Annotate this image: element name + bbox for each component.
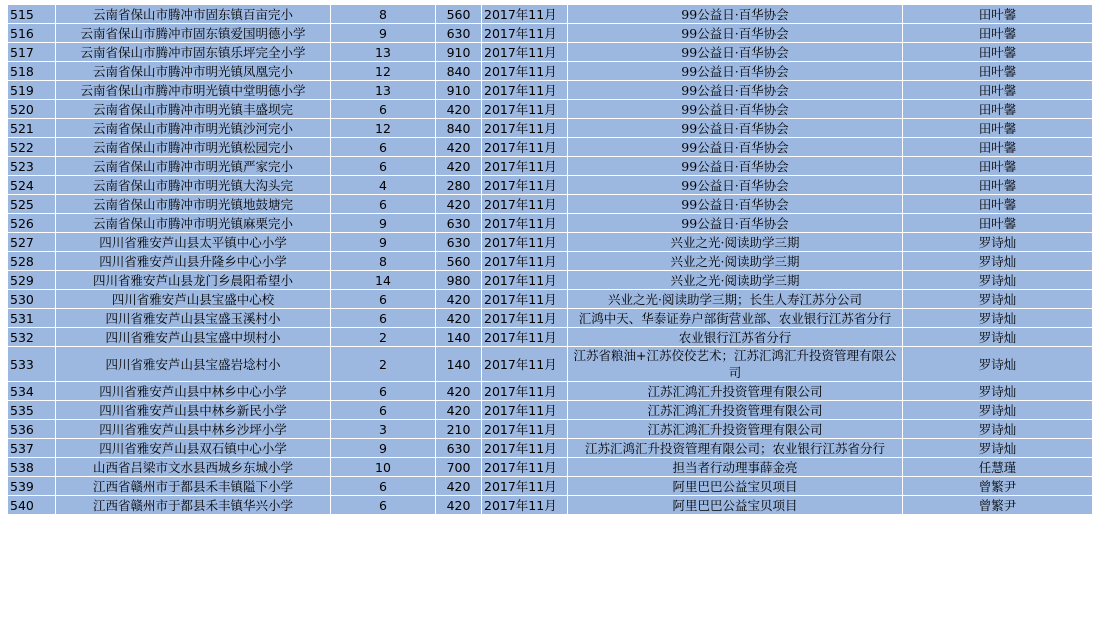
table-row — [8, 24, 1093, 43]
cell-school: 四川省雅安芦山县中林乡沙坪小学 — [56, 420, 331, 439]
cell-date: 2017年11月 — [482, 43, 568, 62]
cell-donor: 99公益日·百华协会 — [568, 157, 903, 176]
cell-contact: 罗诗灿 — [903, 290, 1093, 309]
cell-contact: 罗诗灿 — [903, 401, 1093, 420]
cell-donor: 农业银行江苏省分行 — [568, 328, 903, 347]
table-row — [8, 43, 1093, 62]
cell-date: 2017年11月 — [482, 62, 568, 81]
cell-classes: 13 — [331, 81, 436, 100]
cell-number: 519 — [8, 81, 56, 100]
cell-number: 532 — [8, 328, 56, 347]
cell-classes: 6 — [331, 157, 436, 176]
cell-date: 2017年11月 — [482, 5, 568, 24]
cell-number: 531 — [8, 309, 56, 328]
cell-school: 云南省保山市腾冲市固东镇乐坪完全小学 — [56, 43, 331, 62]
cell-classes: 8 — [331, 252, 436, 271]
cell-number: 530 — [8, 290, 56, 309]
cell-school: 四川省雅安芦山县龙门乡晨阳希望小 — [56, 271, 331, 290]
cell-number: 516 — [8, 24, 56, 43]
cell-school: 江西省赣州市于都县禾丰镇隘下小学 — [56, 477, 331, 496]
cell-school: 四川省雅安芦山县升隆乡中心小学 — [56, 252, 331, 271]
cell-contact: 罗诗灿 — [903, 328, 1093, 347]
cell-contact: 罗诗灿 — [903, 382, 1093, 401]
cell-number: 535 — [8, 401, 56, 420]
cell-school: 四川省雅安芦山县双石镇中心小学 — [56, 439, 331, 458]
cell-donor: 99公益日·百华协会 — [568, 119, 903, 138]
cell-date: 2017年11月 — [482, 138, 568, 157]
cell-amount: 910 — [436, 43, 482, 62]
cell-donor: 江苏省粮油+江苏佼佼艺术；江苏汇鸿汇升投资管理有限公司 — [568, 347, 903, 382]
cell-contact: 任慧瑾 — [903, 458, 1093, 477]
table-row — [8, 214, 1093, 233]
cell-classes: 6 — [331, 100, 436, 119]
cell-contact: 田叶馨 — [903, 176, 1093, 195]
cell-school: 云南省保山市腾冲市明光镇丰盛坝完 — [56, 100, 331, 119]
cell-date: 2017年11月 — [482, 347, 568, 382]
cell-amount: 630 — [436, 233, 482, 252]
cell-school: 四川省雅安芦山县宝盛中坝村小 — [56, 328, 331, 347]
cell-amount: 560 — [436, 5, 482, 24]
cell-classes: 6 — [331, 138, 436, 157]
cell-classes: 12 — [331, 119, 436, 138]
cell-number: 525 — [8, 195, 56, 214]
cell-classes: 14 — [331, 271, 436, 290]
cell-date: 2017年11月 — [482, 24, 568, 43]
cell-amount: 980 — [436, 271, 482, 290]
cell-number: 537 — [8, 439, 56, 458]
cell-school: 四川省雅安芦山县中林乡中心小学 — [56, 382, 331, 401]
cell-date: 2017年11月 — [482, 233, 568, 252]
cell-amount: 560 — [436, 252, 482, 271]
cell-school: 山西省吕梁市文水县西城乡东城小学 — [56, 458, 331, 477]
cell-amount: 140 — [436, 328, 482, 347]
cell-contact: 罗诗灿 — [903, 252, 1093, 271]
cell-amount: 210 — [436, 420, 482, 439]
cell-amount: 420 — [436, 195, 482, 214]
cell-amount: 420 — [436, 157, 482, 176]
table-row — [8, 62, 1093, 81]
table-row — [8, 233, 1093, 252]
cell-date: 2017年11月 — [482, 439, 568, 458]
cell-school: 四川省雅安芦山县宝盛中心校 — [56, 290, 331, 309]
cell-contact: 田叶馨 — [903, 100, 1093, 119]
cell-number: 536 — [8, 420, 56, 439]
cell-donor: 兴业之光·阅读助学三期 — [568, 252, 903, 271]
cell-amount: 280 — [436, 176, 482, 195]
cell-donor: 阿里巴巴公益宝贝项目 — [568, 496, 903, 515]
table-row — [8, 439, 1093, 458]
cell-classes: 13 — [331, 43, 436, 62]
cell-amount: 420 — [436, 290, 482, 309]
cell-amount: 420 — [436, 401, 482, 420]
cell-school: 云南省保山市腾冲市明光镇严家完小 — [56, 157, 331, 176]
table-row — [8, 100, 1093, 119]
cell-number: 526 — [8, 214, 56, 233]
table-row — [8, 420, 1093, 439]
cell-date: 2017年11月 — [482, 477, 568, 496]
table-row — [8, 5, 1093, 24]
cell-contact: 罗诗灿 — [903, 271, 1093, 290]
cell-number: 528 — [8, 252, 56, 271]
table-row — [8, 347, 1093, 382]
table-row — [8, 195, 1093, 214]
cell-donor: 江苏汇鸿汇升投资管理有限公司 — [568, 420, 903, 439]
table-row — [8, 309, 1093, 328]
cell-school: 云南省保山市腾冲市明光镇沙河完小 — [56, 119, 331, 138]
cell-number: 540 — [8, 496, 56, 515]
donation-table — [7, 4, 1093, 515]
cell-amount: 840 — [436, 62, 482, 81]
cell-classes: 9 — [331, 214, 436, 233]
cell-number: 539 — [8, 477, 56, 496]
cell-amount: 840 — [436, 119, 482, 138]
cell-school: 云南省保山市腾冲市明光镇中堂明德小学 — [56, 81, 331, 100]
cell-donor: 兴业之光·阅读助学三期 — [568, 271, 903, 290]
cell-contact: 罗诗灿 — [903, 233, 1093, 252]
cell-number: 527 — [8, 233, 56, 252]
cell-school: 云南省保山市腾冲市固东镇百亩完小 — [56, 5, 331, 24]
cell-classes: 6 — [331, 496, 436, 515]
cell-contact: 田叶馨 — [903, 119, 1093, 138]
table-row — [8, 477, 1093, 496]
cell-donor: 99公益日·百华协会 — [568, 24, 903, 43]
cell-donor: 江苏汇鸿汇升投资管理有限公司；农业银行江苏省分行 — [568, 439, 903, 458]
cell-number: 520 — [8, 100, 56, 119]
cell-number: 533 — [8, 347, 56, 382]
cell-school: 四川省雅安芦山县宝盛岩埝村小 — [56, 347, 331, 382]
cell-date: 2017年11月 — [482, 176, 568, 195]
cell-contact: 田叶馨 — [903, 81, 1093, 100]
cell-number: 518 — [8, 62, 56, 81]
cell-classes: 4 — [331, 176, 436, 195]
cell-number: 524 — [8, 176, 56, 195]
cell-classes: 8 — [331, 5, 436, 24]
cell-donor: 江苏汇鸿汇升投资管理有限公司 — [568, 382, 903, 401]
cell-date: 2017年11月 — [482, 252, 568, 271]
cell-date: 2017年11月 — [482, 420, 568, 439]
cell-amount: 630 — [436, 24, 482, 43]
cell-classes: 3 — [331, 420, 436, 439]
table-row — [8, 138, 1093, 157]
cell-school: 江西省赣州市于都县禾丰镇华兴小学 — [56, 496, 331, 515]
cell-classes: 9 — [331, 233, 436, 252]
cell-donor: 99公益日·百华协会 — [568, 214, 903, 233]
table-row — [8, 382, 1093, 401]
cell-classes: 10 — [331, 458, 436, 477]
cell-classes: 6 — [331, 309, 436, 328]
cell-date: 2017年11月 — [482, 458, 568, 477]
table-row — [8, 176, 1093, 195]
cell-classes: 6 — [331, 401, 436, 420]
cell-classes: 2 — [331, 347, 436, 382]
cell-contact: 罗诗灿 — [903, 439, 1093, 458]
table-row — [8, 157, 1093, 176]
cell-contact: 罗诗灿 — [903, 347, 1093, 382]
cell-contact: 田叶馨 — [903, 62, 1093, 81]
cell-donor: 99公益日·百华协会 — [568, 62, 903, 81]
cell-school: 四川省雅安芦山县中林乡新民小学 — [56, 401, 331, 420]
cell-school: 云南省保山市腾冲市明光镇凤凰完小 — [56, 62, 331, 81]
table-row — [8, 271, 1093, 290]
cell-date: 2017年11月 — [482, 309, 568, 328]
cell-school: 云南省保山市腾冲市明光镇麻栗完小 — [56, 214, 331, 233]
cell-contact: 田叶馨 — [903, 5, 1093, 24]
cell-number: 534 — [8, 382, 56, 401]
cell-classes: 9 — [331, 439, 436, 458]
cell-classes: 6 — [331, 290, 436, 309]
table-row — [8, 290, 1093, 309]
cell-contact: 田叶馨 — [903, 157, 1093, 176]
cell-donor: 兴业之光·阅读助学三期 — [568, 233, 903, 252]
cell-donor: 99公益日·百华协会 — [568, 81, 903, 100]
cell-school: 四川省雅安芦山县宝盛玉溪村小 — [56, 309, 331, 328]
cell-amount: 420 — [436, 100, 482, 119]
cell-school: 云南省保山市腾冲市固东镇爱国明德小学 — [56, 24, 331, 43]
cell-amount: 910 — [436, 81, 482, 100]
table-row — [8, 401, 1093, 420]
cell-school: 云南省保山市腾冲市明光镇松园完小 — [56, 138, 331, 157]
cell-number: 529 — [8, 271, 56, 290]
cell-contact: 田叶馨 — [903, 24, 1093, 43]
cell-date: 2017年11月 — [482, 290, 568, 309]
cell-number: 538 — [8, 458, 56, 477]
cell-date: 2017年11月 — [482, 496, 568, 515]
table-row — [8, 119, 1093, 138]
cell-contact: 田叶馨 — [903, 43, 1093, 62]
cell-date: 2017年11月 — [482, 328, 568, 347]
cell-school: 四川省雅安芦山县太平镇中心小学 — [56, 233, 331, 252]
cell-contact: 田叶馨 — [903, 214, 1093, 233]
cell-date: 2017年11月 — [482, 100, 568, 119]
cell-amount: 140 — [436, 347, 482, 382]
cell-classes: 9 — [331, 24, 436, 43]
cell-number: 515 — [8, 5, 56, 24]
cell-amount: 630 — [436, 439, 482, 458]
table-row — [8, 328, 1093, 347]
cell-donor: 99公益日·百华协会 — [568, 100, 903, 119]
cell-amount: 420 — [436, 382, 482, 401]
table-row — [8, 252, 1093, 271]
cell-classes: 6 — [331, 477, 436, 496]
cell-date: 2017年11月 — [482, 214, 568, 233]
cell-school: 云南省保山市腾冲市明光镇大沟头完 — [56, 176, 331, 195]
cell-donor: 汇鸿中天、华泰证券户部街营业部、农业银行江苏省分行 — [568, 309, 903, 328]
cell-donor: 99公益日·百华协会 — [568, 138, 903, 157]
cell-donor: 兴业之光·阅读助学三期；长生人寿江苏分公司 — [568, 290, 903, 309]
cell-amount: 420 — [436, 477, 482, 496]
cell-date: 2017年11月 — [482, 271, 568, 290]
table-row — [8, 458, 1093, 477]
cell-amount: 420 — [436, 309, 482, 328]
table-row — [8, 81, 1093, 100]
cell-donor: 99公益日·百华协会 — [568, 195, 903, 214]
table-row — [8, 496, 1093, 515]
cell-contact: 曾繁尹 — [903, 496, 1093, 515]
cell-amount: 420 — [436, 496, 482, 515]
cell-date: 2017年11月 — [482, 195, 568, 214]
cell-school: 云南省保山市腾冲市明光镇地鼓塘完 — [56, 195, 331, 214]
cell-date: 2017年11月 — [482, 81, 568, 100]
cell-amount: 700 — [436, 458, 482, 477]
cell-number: 521 — [8, 119, 56, 138]
cell-number: 522 — [8, 138, 56, 157]
cell-date: 2017年11月 — [482, 401, 568, 420]
cell-date: 2017年11月 — [482, 119, 568, 138]
cell-date: 2017年11月 — [482, 382, 568, 401]
cell-classes: 6 — [331, 195, 436, 214]
cell-donor: 99公益日·百华协会 — [568, 5, 903, 24]
cell-contact: 曾繁尹 — [903, 477, 1093, 496]
cell-contact: 罗诗灿 — [903, 309, 1093, 328]
cell-donor: 99公益日·百华协会 — [568, 43, 903, 62]
cell-classes: 6 — [331, 382, 436, 401]
cell-contact: 罗诗灿 — [903, 420, 1093, 439]
cell-amount: 420 — [436, 138, 482, 157]
cell-number: 523 — [8, 157, 56, 176]
cell-classes: 2 — [331, 328, 436, 347]
cell-amount: 630 — [436, 214, 482, 233]
cell-donor: 99公益日·百华协会 — [568, 176, 903, 195]
cell-classes: 12 — [331, 62, 436, 81]
cell-donor: 担当者行动理事薛金亮 — [568, 458, 903, 477]
cell-donor: 江苏汇鸿汇升投资管理有限公司 — [568, 401, 903, 420]
cell-contact: 田叶馨 — [903, 138, 1093, 157]
cell-date: 2017年11月 — [482, 157, 568, 176]
cell-donor: 阿里巴巴公益宝贝项目 — [568, 477, 903, 496]
cell-number: 517 — [8, 43, 56, 62]
cell-contact: 田叶馨 — [903, 195, 1093, 214]
table-body — [8, 5, 1093, 515]
